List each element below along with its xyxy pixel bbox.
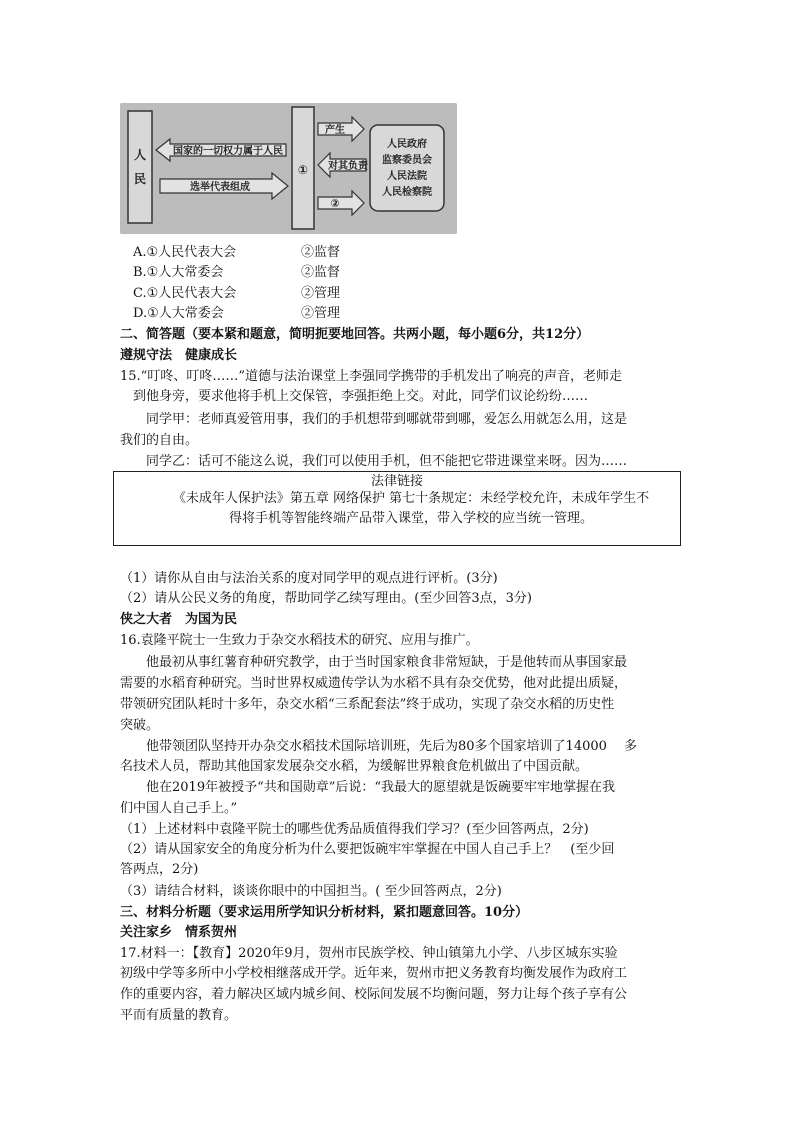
section3-subheading: 关注家乡 情系贺州 (120, 925, 238, 940)
legal-link-body (146, 489, 676, 529)
section3-heading: 三、材料分析题（要求运用所学知识分析材料，紧扣题意回答。10分） (120, 905, 529, 920)
q16-p2-line1: 他带领团队坚持开办杂交水稻技术国际培训班，先后为80多个国家培训了14000 多 (146, 739, 638, 754)
q16-p2-line2: 名技术人员，帮助其他国家发展杂交水稻，为缓解世界粮食危机做出了中国贡献。 (120, 759, 589, 774)
section2-subheading-2: 侠之大者 为国为民 (120, 612, 238, 627)
section2-subheading-1: 遵规守法 健康成长 (120, 348, 238, 363)
option-c-left: C.①人民代表大会 (133, 286, 237, 301)
diagram-right-line3: 人民法院 (387, 171, 427, 182)
diagram-arrow-top-text: 国家的一切权力属于人民 (173, 146, 283, 157)
option-a-right: ②监督 (301, 245, 341, 260)
option-a-left: A.①人民代表大会 (133, 245, 237, 260)
option-c (133, 284, 341, 304)
q17-line3: 作的重要内容，着力解决区域内城乡间、校际间发展不均衡问题，努力让每个孩子享有公 (120, 987, 628, 1002)
q15-line1: 15.“叮咚、叮咚……”道德与法治课堂上李强同学携带的手机发出了响亮的声音，老师走 (120, 369, 622, 384)
q16-ask2-line2: 答两点，2分) (120, 862, 199, 877)
q15-ask1: （1）请你从自由与法治关系的度对同学甲的观点进行评析。(3分) (120, 571, 498, 586)
diagram-responsible-text: 对其负责 (328, 161, 368, 172)
q15-yi-line: 同学乙：话可不能这么说，我们可以使用手机，但不能把它带进课堂来呀。因为…… (146, 454, 628, 469)
q15-line2: 到他身旁，要求他将手机上交保管，李强拒绝上交。对此，同学们议论纷纷…… (133, 389, 589, 404)
legal-link-box (113, 471, 681, 546)
q16-ask1: （1）上述材料中袁隆平院士的哪些优秀品质值得我们学习？(至少回答两点，2分) (120, 822, 589, 837)
q16-line1: 16.袁隆平院士一生致力于杂交水稻技术的研究、应用与推广。 (120, 633, 479, 648)
legal-link-line2: 得将手机等智能终端产品带入课堂，带入学校的应当统一管理。 (228, 511, 593, 526)
legal-link-line1: 《未成年人保护法》第五章 网络保护 第七十条规定：未经学校允许，未成年学生不 (172, 491, 650, 506)
option-b (133, 263, 341, 283)
section2-heading: 二、简答题（要本紧和题意，简明扼要地回答。共两小题，每小题6分，共12分） (120, 327, 590, 342)
q15-ask2: （2）请从公民义务的角度，帮助同学乙续写理由。(至少回答3点，3分) (120, 591, 532, 606)
diagram-right-line1: 人民政府 (387, 139, 427, 150)
q17-line1: 17.材料一：【教育】2020年9月，贺州市民族学校、钟山镇第九小学、八步区城东实验 (120, 946, 618, 961)
q16-p1-line1: 他最初从事红薯育种研究教学，由于当时国家粮食非常短缺，于是他转而从事国家最 (146, 655, 628, 670)
q17-line2: 初级中学等多所中小学校相继落成开学。近年来，贺州市把义务教育均衡发展作为政府工 (120, 966, 628, 981)
diagram-left-char1: 人 (133, 148, 147, 162)
q17-line4: 平而有质量的教育。 (120, 1008, 238, 1023)
q15-jia-line2: 我们的自由。 (120, 433, 199, 448)
diagram-right-line4: 人民检察院 (382, 187, 432, 198)
diagram-produce-text: 产生 (325, 125, 345, 136)
q16-ask2-line1: （2）请从国家安全的角度分析为什么要把饭碗牢牢掌握在中国人自己手上？ (至少回 (120, 842, 615, 857)
diagram-arrow-bottom-text: 选举代表组成 (190, 182, 250, 193)
option-a (133, 243, 341, 263)
diagram-center-label: ① (297, 163, 309, 177)
q16-p3-line2: 们中国人自己手上。” (120, 801, 238, 816)
q16-p1-line4: 突破。 (120, 718, 160, 733)
diagram-supervise-text: ② (330, 197, 340, 210)
legal-link-title: 法律链接 (370, 474, 423, 489)
option-c-right: ②管理 (301, 286, 341, 301)
q16-p1-line2: 需要的水稻育种研究。当时世界权威遗传学认为水稻不具有杂交优势，他对此提出质疑， (120, 676, 628, 691)
q16-ask3: （3）请结合材料，谈谈你眼中的中国担当。( 至少回答两点，2分) (120, 884, 502, 899)
option-b-left: B.①人大常委会 (133, 265, 224, 280)
option-d-right: ②管理 (301, 306, 341, 321)
institution-diagram (120, 103, 457, 234)
option-d (133, 304, 341, 324)
diagram-left-char2: 民 (133, 172, 147, 186)
option-b-right: ②监督 (301, 265, 341, 280)
q16-p1-line3: 带领研究团队耗时十多年，杂交水稻“三系配套法”终于成功，实现了杂交水稻的历史性 (120, 697, 615, 712)
option-d-left: D.①人大常委会 (133, 306, 224, 321)
q15-jia-line1: 同学甲：老师真爱管用事，我们的手机想带到哪就带到哪，爱怎么用就怎么用，这是 (146, 412, 628, 427)
diagram-right-line2: 监察委员会 (382, 155, 432, 166)
q16-p3-line1: 他在2019年被授予“共和国勋章”后说：“我最大的愿望就是饭碗要牢牢地掌握在我 (146, 780, 616, 795)
